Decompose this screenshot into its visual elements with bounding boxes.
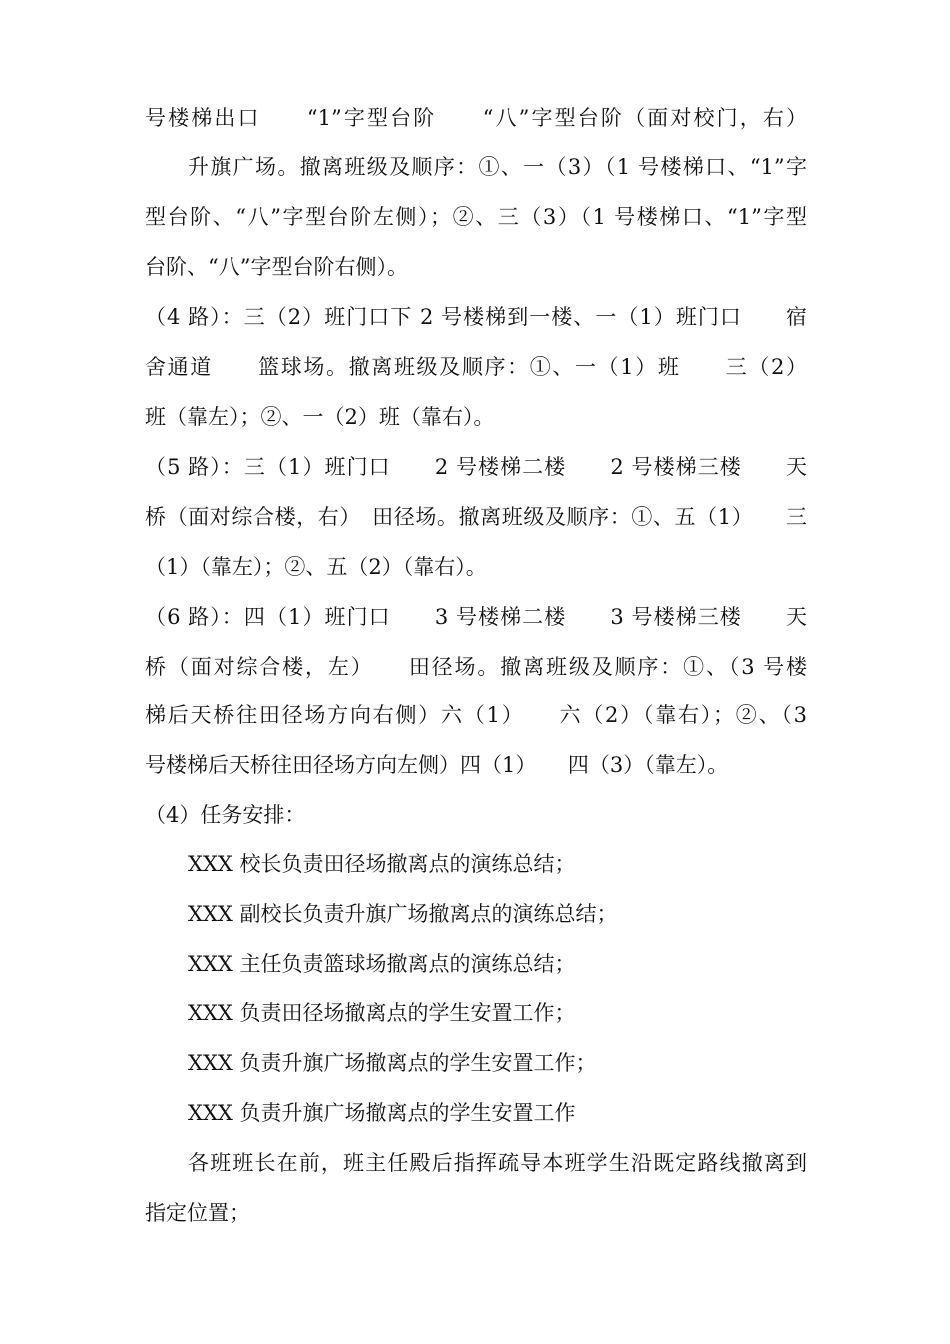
text-line-1: 号楼梯出口 “1”字型台阶 “八”字型台阶（面对校门，右） — [145, 106, 807, 130]
text-line-3: 型台阶、“八”字型台阶左侧）；②、三（3）（1 号楼梯口、“1”字型 — [145, 205, 807, 229]
text-line-22: 各班班长在前，班主任殿后指挥疏导本班学生沿既定路线撤离到 — [188, 1151, 807, 1175]
text-line-14: 号楼梯后天桥往田径场方向左侧）四（1） 四（3）（靠左）。 — [145, 753, 729, 777]
text-line-2: 升旗广场。撤离班级及顺序：①、一（3）（1 号楼梯口、“1”字 — [188, 155, 807, 179]
text-line-13: 梯后天桥往田径场方向右侧）六（1） 六（2）（靠右）；②、（3 — [145, 703, 807, 727]
text-line-10: （1）（靠左）；②、五（2）（靠右）。 — [145, 555, 487, 579]
text-line-21: XXX 负责升旗广场撤离点的学生安置工作 — [188, 1101, 576, 1125]
text-line-17: XXX 副校长负责升旗广场撤离点的演练总结； — [188, 902, 618, 926]
text-line-5: （4 路）：三（2）班门口下 2 号楼梯到一楼、一（1）班门口 宿 — [145, 305, 807, 329]
text-line-18: XXX 主任负责篮球场撤离点的演练总结； — [188, 952, 576, 976]
text-line-16: XXX 校长负责田径场撤离点的演练总结； — [188, 852, 576, 876]
text-line-9: 桥（面对综合楼，右） 田径场。撤离班级及顺序：①、五（1） 三 — [145, 505, 807, 529]
text-line-6: 舍通道 篮球场。撤离班级及顺序：①、一（1）班 三（2） — [145, 355, 807, 379]
text-line-7: 班（靠左）；②、一（2）班（靠右）。 — [145, 405, 495, 429]
text-line-4: 台阶、“八”字型台阶右侧）。 — [145, 255, 408, 279]
text-line-15: （4）任务安排： — [145, 803, 306, 827]
text-line-11: （6 路）：四（1）班门口 3 号楼梯二楼 3 号楼梯三楼 天 — [145, 605, 807, 629]
text-line-19: XXX 负责田径场撤离点的学生安置工作； — [188, 1001, 576, 1025]
text-line-8: （5 路）：三（1）班门口 2 号楼梯二楼 2 号楼梯三楼 天 — [145, 455, 807, 479]
text-line-23: 指定位置； — [145, 1201, 250, 1225]
text-line-12: 桥（面对综合楼，左） 田径场。撤离班级及顺序：①、（3 号楼 — [145, 655, 807, 679]
text-line-20: XXX 负责升旗广场撤离点的学生安置工作； — [188, 1051, 597, 1075]
